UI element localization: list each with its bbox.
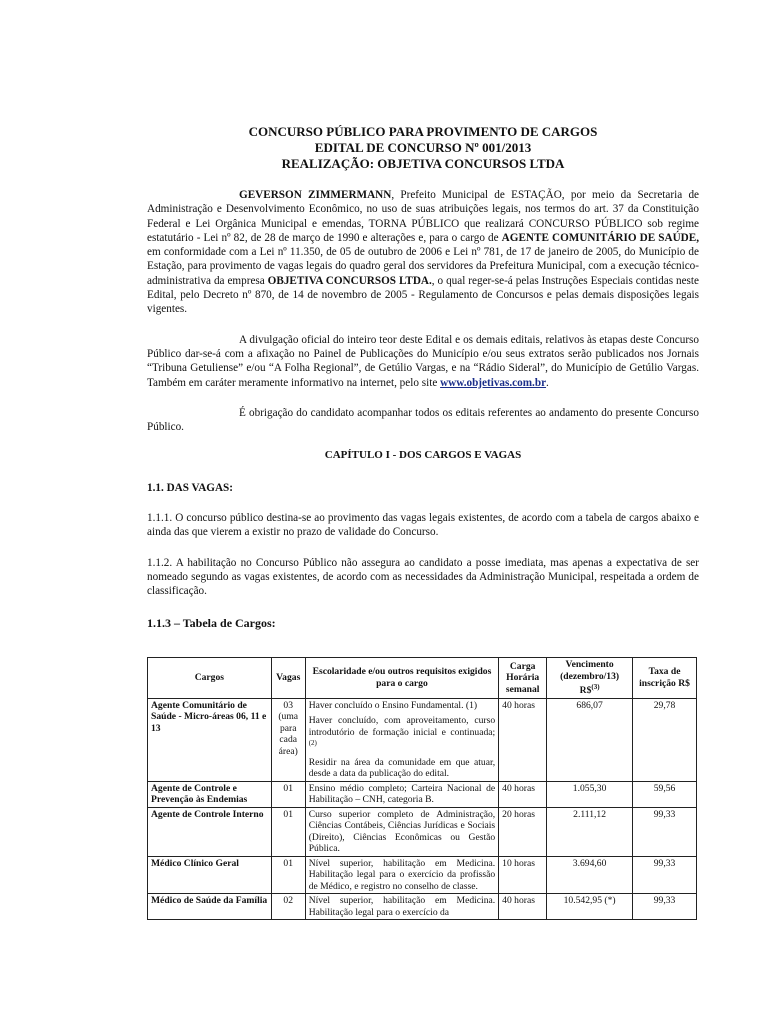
cargo-cell: Agente de Controle e Prevenção às Endemias	[148, 781, 272, 807]
intro-cargo: AGENTE COMUNITÁRIO DE SAÚDE,	[501, 231, 699, 244]
requisito-1: Haver concluído o Ensino Fundamental. (1)	[308, 699, 478, 711]
header-vencimento	[547, 658, 633, 699]
requisitos-cell	[305, 894, 498, 920]
section-heading: 1.1. DAS VAGAS:	[147, 481, 233, 494]
cargo-cell: Médico de Saúde da Família	[148, 894, 272, 920]
table-header-row	[148, 658, 697, 699]
chapter-heading: CAPÍTULO I - DOS CARGOS E VAGAS	[324, 449, 522, 462]
requisito-2-note: (2)	[308, 739, 317, 748]
requisito-2	[309, 715, 495, 753]
vencimento-cell: 3.694,60	[547, 856, 633, 894]
document-title-line-1: CONCURSO PÚBLICO PARA PROVIMENTO DE CARGOS	[248, 124, 598, 139]
document-page	[147, 124, 699, 630]
vagas-cell: 03 (uma para cada área)	[271, 698, 305, 781]
cargo-cell: Agente de Controle Interno	[148, 807, 272, 856]
carga-cell: 40 horas	[499, 698, 547, 781]
header-escolaridade: Escolaridade e/ou outros requisitos exigidos para o cargo	[305, 658, 498, 699]
divulgacao-paragraph	[147, 333, 699, 390]
carga-cell: 40 horas	[499, 894, 547, 920]
vencimento-cell: 1.055,30	[547, 781, 633, 807]
divulgacao-text: A divulgação oficial do inteiro teor deste Edital e os demais editais, relativos às etapas deste Concurso Público dar-se-á com a afixação no Painel de Publicações do Município e/ou seus extratos serão publicados nos Jornais “Tribuna Getuliense” e/ou “A Folha Regional”, de Getúlio Vargas, e na “Rádio Sideral”, do Município de Getúlio Vargas. Também em caráter meramente informativo na internet, pelo site	[147, 333, 699, 389]
requisito-1: Curso superior completo de Administração, Ciências Contábeis, Ciências Jurídicas e Sociais (Direito), Ciências Econômicas ou Gestão Pública.	[308, 808, 496, 855]
requisito-2-text: Haver concluído, com aproveitamento, curso introdutório de formação inicial e continuada;	[308, 715, 496, 738]
requisito-1: Ensino médio completo; Carteira Nacional de Habilitação – CNH, categoria B.	[308, 782, 496, 806]
vencimento-cell: 2.111,12	[547, 807, 633, 856]
carga-cell: 10 horas	[499, 856, 547, 894]
site-link[interactable]: www.objetivas.com.br	[440, 376, 547, 389]
vencimento-cell: 686,07	[547, 698, 633, 781]
carga-cell: 40 horas	[499, 781, 547, 807]
intro-paragraph	[147, 188, 699, 317]
table-row	[148, 781, 697, 807]
intro-text-1: , Prefeito Municipal de ESTAÇÃO, por meio da Secretaria de Administração e Desenvolvimento Econômico, no uso de suas atribuições legais, nos termos do art. 37 da Constituição Federal e Lei Orgânica Municipal e emendas, TORNA PÚBLICO que realizará CONCURSO PÚBLICO sob regime estatutário - Lei nº 82, de 28 de março de 1990 e alterações e, para o cargo de	[147, 189, 699, 244]
table-row	[148, 894, 697, 920]
requisito-1: Nível superior, habilitação em Medicina. Habilitação legal para o exercício da profissão de Médico, e registro no conselho de classe.	[308, 857, 496, 892]
intro-empresa: OBJETIVA CONCURSOS LTDA.	[267, 274, 432, 287]
vencimento-cell: 10.542,95 (*)	[547, 894, 633, 920]
header-taxa: Taxa de inscrição R$	[633, 658, 697, 699]
taxa-cell: 99,33	[633, 807, 697, 856]
vagas-cell: 01	[271, 856, 305, 894]
carga-cell: 20 horas	[499, 807, 547, 856]
document-title-line-2: EDITAL DE CONCURSO Nº 001/2013	[314, 140, 532, 155]
obrigacao-paragraph: É obrigação do candidato acompanhar todos os editais referentes ao andamento do presente Concurso Público.	[147, 406, 699, 434]
requisito-3: Residir na área da comunidade em que atuar, desde a data da publicação do edital.	[308, 756, 496, 780]
table-row	[148, 807, 697, 856]
taxa-cell: 59,56	[633, 781, 697, 807]
paragraph-1-1-1: 1.1.1. O concurso público destina-se ao provimento das vagas legais existentes, de acordo com a tabela de cargos abaixo e ainda das que vierem a existir no prazo de validade do Concurso.	[147, 512, 699, 539]
taxa-cell: 29,78	[633, 698, 697, 781]
header-vagas: Vagas	[271, 658, 305, 699]
requisitos-cell	[305, 807, 498, 856]
header-carga: Carga Horária semanal	[499, 658, 547, 699]
divulgacao-end: .	[546, 376, 549, 389]
document-title-line-3: REALIZAÇÃO: OBJETIVA CONCURSOS LTDA	[281, 156, 565, 171]
requisitos-cell	[305, 856, 498, 894]
requisitos-cell	[305, 781, 498, 807]
vagas-cell: 01	[271, 807, 305, 856]
cargo-cell: Médico Clínico Geral	[148, 856, 272, 894]
intro-text-2: em conformidade com a Lei nº 11.350, de 05 de outubro de 2006 e Lei nº 781, de 17 de janeiro de 2005, do Município de Estação, para provimento de vagas legais do quadro geral dos servidores da Prefeitura Municipal, com a execução técnico-administrativa da empresa	[147, 246, 699, 287]
requisito-1: Nível superior, habilitação em Medicina. Habilitação legal para o exercício da	[308, 895, 496, 918]
vagas-cell: 01	[271, 781, 305, 807]
header-vencimento-note: (3)	[591, 683, 600, 691]
table-row	[148, 856, 697, 894]
intro-text-3: , o qual reger-se-á pelas Instruções Especiais contidas neste Edital, pelo Decreto nº 870, de 14 de novembro de 2005 - Regulamento de Concursos e pelas demais disposições legais vigentes.	[147, 274, 699, 316]
taxa-cell: 99,33	[633, 856, 697, 894]
header-cargos: Cargos	[148, 658, 272, 699]
paragraph-1-1-2: 1.1.2. A habilitação no Concurso Público não assegura ao candidato a posse imediata, mas apenas a expectativa de ser nomeado segundo as vagas existentes, de acordo com as necessidades da Administração Municipal, respeitada a ordem de classificação.	[147, 556, 699, 598]
table-row	[148, 698, 697, 781]
cargos-table	[147, 657, 697, 920]
header-vencimento-text: Vencimento (dezembro/13) R$	[560, 659, 620, 697]
vagas-cell: 02	[271, 894, 305, 920]
table-title: 1.1.3 – Tabela de Cargos:	[147, 615, 276, 630]
taxa-cell: 99,33	[633, 894, 697, 920]
prefeito-name: GEVERSON ZIMMERMANN	[239, 189, 392, 201]
cargo-cell: Agente Comunitário de Saúde - Micro-áreas 06, 11 e 13	[148, 698, 272, 781]
requisitos-cell	[305, 698, 498, 781]
